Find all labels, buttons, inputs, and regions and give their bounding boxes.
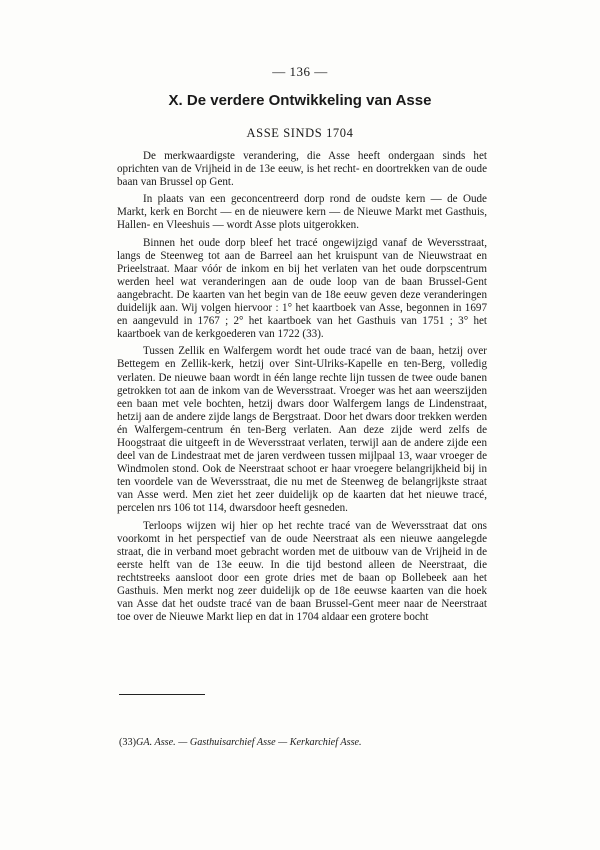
page-number: — 136 — [272,64,328,79]
paragraph-5: Terloops wijzen wij hier op het rechte tracé van de Weversstraat dat ons voorkomt in het perspectief van de oude Neerstraat als een nieuwe aangelegde straat, die in verband moet gebracht worden met de uitbouw van de Vrijheid in de eerste helft van de 13e eeuw. In die tijd bestond alleen de Neerstraat, die rechtstreeks aansloot door een grote dries met de baan op Bollebeek aan het Gasthuis. Men merkt nog zeer duidelijk op de 18e eeuwse kaarten van die hoek van Asse dat het oudste tracé van de baan Brussel-Gent meer naar de Neerstraat toe over de Nieuwe Markt liep en dat in 1704 aldaar een grotere bocht [117,519,487,624]
paragraph-4: Tussen Zellik en Walfergem wordt het oude tracé van de baan, hetzij over Bettegem en Zellik-kerk, hetzij over Sint-Ulriks-Kapelle en ten-Berg, volledig verlaten. De nieuwe baan wordt in één lange rechte lijn tussen de twee oude banen getrokken tot aan de inkom van de Weversstraat. Vroeger was het aan weerszijden een baan met vele bochten, hetzij dwars door Walfergem langs de Lindenstraat, hetzij aan de andere zijde langs de Bergstraat. Door het dwars door trekken werden én Walfergem-centrum én ten-Berg verlaten. Aan deze zijde werd zelfs de Hoogstraat die uitgeeft in de Weversstraat verlaten, terwijl aan de andere zijde een deel van de Lindestraat met de jaren verdween tussen mijlpaal 13, waar vroeger de Windmolen stond. Ook de Neerstraat schoot er haar vroegere belangrijkheid bij in ten voordele van de Weversstraat, die nu met de Steenweg de belangrijkste straat van Asse werd. Men ziet het zeer duidelijk op de kaarten dat het nieuwe tracé, percelen nrs 106 tot 114, dwarsdoor heeft gesneden. [117,345,487,515]
paragraph-1: De merkwaardigste verandering, die Asse heeft ondergaan sinds het oprichten van de Vrijheid in de 13e eeuw, is het recht- en doortrekken van de oude baan van Brussel op Gent. [117,150,487,189]
footnote [119,737,499,748]
chapter-title: X. De verdere Ontwikkeling van Asse [168,92,432,109]
footnote-divider [119,694,205,695]
footnote-marker: (33) [119,737,136,748]
footnote-text: GA. Asse. — Gasthuisarchief Asse — Kerkarchief Asse. [135,737,362,748]
paragraph-2: In plaats van een geconcentreerd dorp rond de oudste kern — de Oude Markt, kerk en Borcht — en de nieuwere kern — de Nieuwe Markt met Gasthuis, Hallen- en Vleeshuis — wordt Asse plots uitgerokken. [117,193,487,232]
paragraph-3: Binnen het oude dorp bleef het tracé ongewijzigd vanaf de Weversstraat, langs de Steenweg tot aan de Barreel aan het kruispunt van de Nieuwstraat en Prieelstraat. Maar vóór de inkom en bij het verlaten van het oude dorpscentrum werden heel wat veranderingen aan de oude loop van de baan Brussel-Gent aangebracht. De kaarten van het begin van de 18e eeuw geven deze veranderingen duidelijk aan. Wij volgen hiervoor : 1° het kaartboek van Asse, begonnen in 1697 en aangevuld in 1767 ; 2° het kaartboek van het Gasthuis van 1751 ; 3° het kaartboek van de kerkgoederen van 1722 (33). [117,236,487,341]
body-text [117,150,487,624]
section-title: ASSE SINDS 1704 [246,126,354,140]
